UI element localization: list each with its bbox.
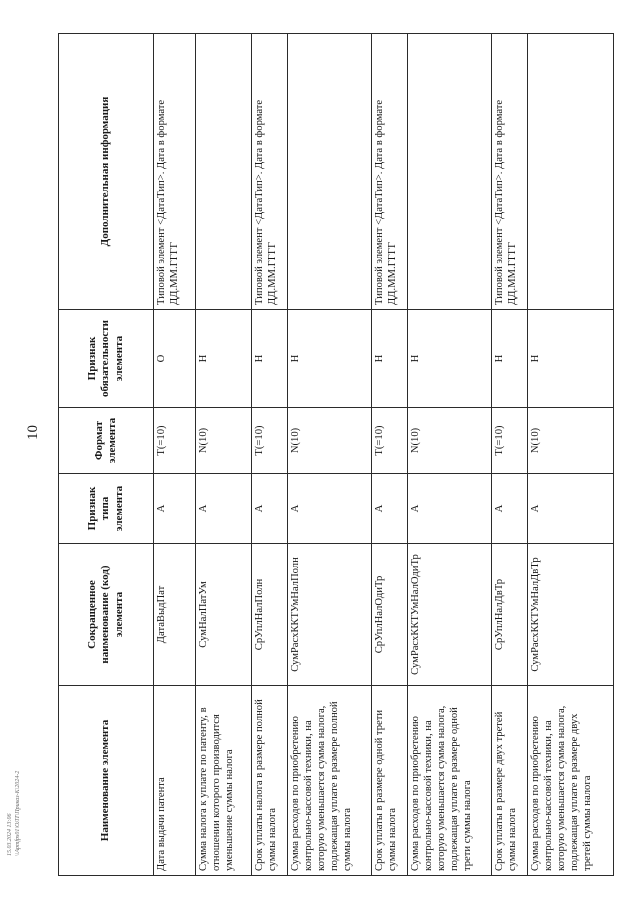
print-stamp [6,771,22,856]
page-number: 10 [25,425,41,440]
cell-type: А [252,474,288,544]
cell-info: Типовой элемент <ДатаТип>. Дата в формате ДД.ММ.ГГГГ [492,34,528,310]
table-row [196,34,252,876]
cell-code: СумРасхККТУмНалОдиТр [408,544,492,686]
cell-code: СрУплНалДвТр [492,544,528,686]
stamp-date: 15.03.2024 13:06 [7,813,13,856]
cell-name: Сумма расходов по приобретению контрольно-кассовой техники, на которую уменьшается сумма налога, подлежащая уплате в размере полной суммы налога [288,686,372,876]
table-row [154,34,196,876]
cell-format: N(10) [288,408,372,474]
header-info: Дополнительная информация [59,34,154,310]
cell-required: Н [372,310,408,408]
cell-required: Н [196,310,252,408]
cell-type: А [492,474,528,544]
table-body [154,34,614,876]
cell-info: Типовой элемент <ДатаТип>. Дата в формате ДД.ММ.ГГГГ [154,34,196,310]
cell-name: Сумма расходов по приобретению контрольно-кассовой техники, на которую уменьшается сумма налога, подлежащая уплате в размере двух третей суммы налога [528,686,614,876]
cell-code: СумРасхККТУмНалДвТр [528,544,614,686]
cell-name: Дата выдачи патента [154,686,196,876]
cell-required: Н [252,310,288,408]
cell-format: T(=10) [252,408,288,474]
cell-required: Н [528,310,614,408]
cell-format: N(10) [528,408,614,474]
cell-format: T(=10) [492,408,528,474]
cell-required: Н [408,310,492,408]
cell-required: Н [492,310,528,408]
table-row [492,34,528,876]
table-row [528,34,614,876]
cell-info [528,34,614,310]
cell-required: О [154,310,196,408]
cell-info [288,34,372,310]
cell-type: А [528,474,614,544]
header-type: Признак типа элемента [59,474,154,544]
header-format: Формат элемента [59,408,154,474]
table-header-row [59,34,154,876]
cell-type: А [372,474,408,544]
rotated-page [58,34,614,876]
cell-required: Н [288,310,372,408]
header-required: Признак обязательности элемента [59,310,154,408]
table-row [252,34,288,876]
cell-format: T(=10) [372,408,408,474]
cell-info: Типовой элемент <ДатаТип>. Дата в формате ДД.ММ.ГГГГ [372,34,408,310]
header-code: Сокращенное наименование (код) элемента [59,544,154,686]
elements-table [58,33,614,876]
cell-info [408,34,492,310]
table-rotor [58,34,614,876]
cell-info [196,34,252,310]
stamp-path: \\Apmfps01\ОЛТ\Приказ-К\2024-2 [15,770,21,856]
header-name: Наименование элемента [59,686,154,876]
cell-name: Сумма расходов по приобретению контрольно-кассовой техники, на которую уменьшается сумма налога, подлежащая уплате в размере одной трети суммы налога [408,686,492,876]
cell-code: ДатаВыдПат [154,544,196,686]
table-row [408,34,492,876]
cell-name: Сумма налога к уплате по патенту, в отношении которого производится уменьшение суммы налога [196,686,252,876]
cell-name: Срок уплаты в размере одной трети суммы налога [372,686,408,876]
cell-type: А [408,474,492,544]
cell-format: N(10) [196,408,252,474]
cell-code: СумРасхККТУмНалПолн [288,544,372,686]
cell-code: СрУплНалОдиТр [372,544,408,686]
cell-code: СрУплНалПолн [252,544,288,686]
table-row [288,34,372,876]
cell-code: СумНалПатУм [196,544,252,686]
cell-info: Типовой элемент <ДатаТип>. Дата в формате ДД.ММ.ГГГГ [252,34,288,310]
cell-name: Срок уплаты налога в размере полной суммы налога [252,686,288,876]
cell-name: Срок уплаты в размере двух третей суммы налога [492,686,528,876]
cell-format: N(10) [408,408,492,474]
cell-type: А [196,474,252,544]
cell-type: А [288,474,372,544]
cell-format: T(=10) [154,408,196,474]
table-row [372,34,408,876]
cell-type: А [154,474,196,544]
